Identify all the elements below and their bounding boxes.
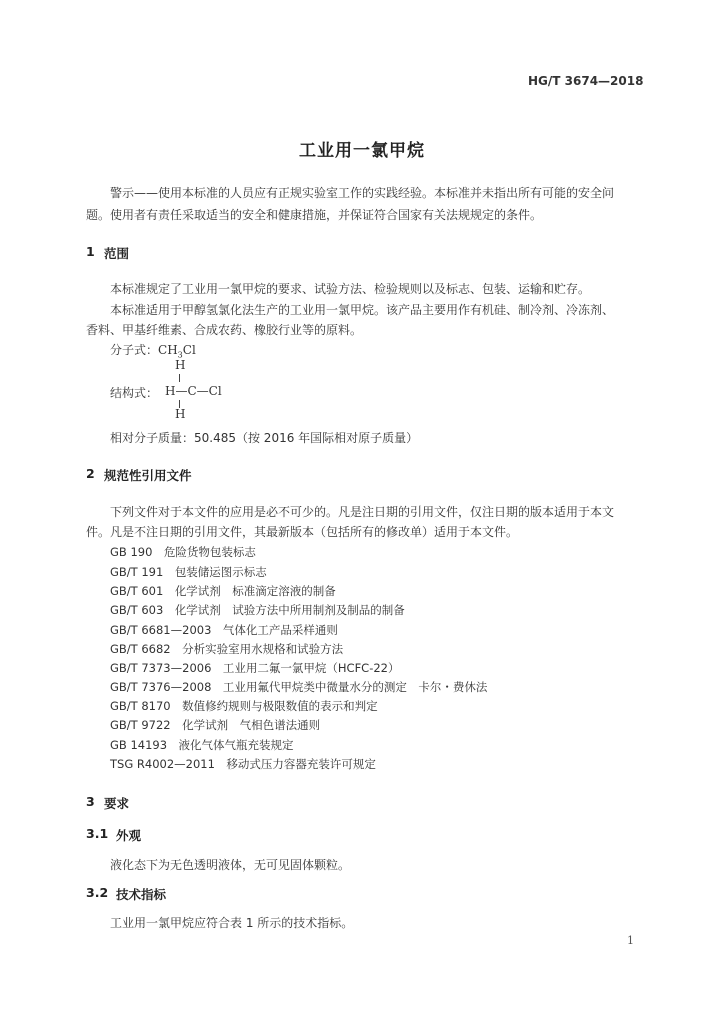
reference-code: GB 14193	[110, 738, 168, 752]
appearance-text: 液化态下为无色透明液体，无可见固体颗粒。	[110, 858, 351, 872]
reference-code: TSG R4002—2011	[110, 757, 215, 771]
molar-mass: 相对分子质量：50.485（按 2016 年国际相对原子质量）	[110, 431, 419, 445]
scope-paragraph-2-line-1: 本标准适用于甲醇氢氯化法生产的工业用一氯甲烷。该产品主要用作有机硅、制冷剂、冷冻剂、	[110, 303, 615, 317]
reference-code: GB/T 6681—2003	[110, 623, 212, 637]
reference-item	[110, 679, 487, 695]
reference-code: GB 190	[110, 545, 153, 559]
reference-title: 工业用二氟一氯甲烷（HCFC-22）	[222, 661, 400, 675]
reference-item	[110, 602, 405, 618]
subsection-3-1-number: 3.1	[86, 826, 109, 841]
reference-code: GB/T 603	[110, 603, 164, 617]
references-intro-line-2: 件。凡是不注日期的引用文件，其最新版本（包括所有的修改单）适用于本文件。	[86, 525, 519, 539]
struct-bond-top	[179, 374, 180, 382]
struct-top-h: H	[175, 358, 186, 372]
reference-code: GB/T 9722	[110, 718, 171, 732]
reference-title: 移动式压力容器充装许可规定	[226, 757, 376, 771]
struct-bottom-h: H	[175, 407, 186, 421]
reference-title: 化学试剂 试验方法中所用制剂及制品的制备	[174, 603, 405, 617]
molecular-formula-label: 分子式：	[110, 343, 159, 357]
section-3-heading: 要求	[104, 796, 130, 811]
reference-item	[110, 583, 336, 599]
subsection-3-2-heading: 技术指标	[116, 887, 167, 902]
reference-item	[110, 622, 338, 638]
technical-index-text: 工业用一氯甲烷应符合表 1 所示的技术指标。	[110, 916, 354, 930]
reference-code: GB/T 6682	[110, 642, 171, 656]
reference-code: GB/T 7373—2006	[110, 661, 212, 675]
section-1-heading: 范围	[104, 246, 130, 261]
reference-title: 分析实验室用水规格和试验方法	[182, 642, 344, 656]
molecular-formula	[110, 341, 196, 359]
standard-number: HG/T 3674—2018	[528, 74, 644, 88]
reference-title: 数值修约规则与极限数值的表示和判定	[182, 699, 378, 713]
reference-item	[110, 717, 320, 733]
reference-code: GB/T 601	[110, 584, 164, 598]
structural-formula-label: 结构式：	[110, 386, 159, 400]
section-1-number: 1	[86, 244, 95, 259]
references-intro-line-1: 下列文件对于本文件的应用是必不可少的。凡是注日期的引用文件，仅注日期的版本适用于本文	[110, 505, 615, 519]
reference-title: 包装储运图示标志	[174, 565, 267, 579]
reference-item	[110, 660, 400, 676]
reference-item	[110, 756, 376, 772]
formula-subscript: 3	[177, 350, 183, 360]
reference-item	[110, 737, 294, 753]
reference-title: 工业用氟代甲烷类中微量水分的测定 卡尔・费休法	[222, 680, 488, 694]
section-2-number: 2	[86, 466, 95, 481]
page-number: 1	[627, 934, 634, 947]
subsection-3-2-number: 3.2	[86, 885, 109, 900]
reference-title: 气体化工产品采样通则	[222, 623, 338, 637]
reference-title: 化学试剂 标准滴定溶液的制备	[174, 584, 336, 598]
warning-line-1: 警示——使用本标准的人员应有正规实验室工作的实践经验。本标准并未指出所有可能的安全问	[110, 186, 615, 200]
reference-item	[110, 641, 343, 657]
scope-paragraph-2-line-2: 香料、甲基纤维素、合成农药、橡胶行业等的原料。	[86, 323, 363, 337]
reference-code: GB/T 8170	[110, 699, 171, 713]
reference-item	[110, 544, 256, 560]
section-2-heading: 规范性引用文件	[104, 468, 192, 483]
reference-title: 化学试剂 气相色谱法通则	[182, 718, 321, 732]
document-title: 工业用一氯甲烷	[299, 141, 425, 161]
reference-title: 液化气体气瓶充装规定	[178, 738, 294, 752]
section-3-number: 3	[86, 794, 95, 809]
reference-item	[110, 564, 267, 580]
formula-ch: CH	[158, 343, 178, 357]
formula-cl: Cl	[182, 343, 196, 357]
warning-line-2: 题。使用者有责任采取适当的安全和健康措施，并保证符合国家有关法规规定的条件。	[86, 208, 543, 222]
reference-item	[110, 698, 378, 714]
struct-middle: H—C—Cl	[165, 384, 222, 398]
reference-code: GB/T 7376—2008	[110, 680, 212, 694]
subsection-3-1-heading: 外观	[116, 828, 142, 843]
scope-paragraph-1: 本标准规定了工业用一氯甲烷的要求、试验方法、检验规则以及标志、包装、运输和贮存。	[110, 282, 591, 296]
reference-title: 危险货物包装标志	[163, 545, 256, 559]
reference-code: GB/T 191	[110, 565, 164, 579]
